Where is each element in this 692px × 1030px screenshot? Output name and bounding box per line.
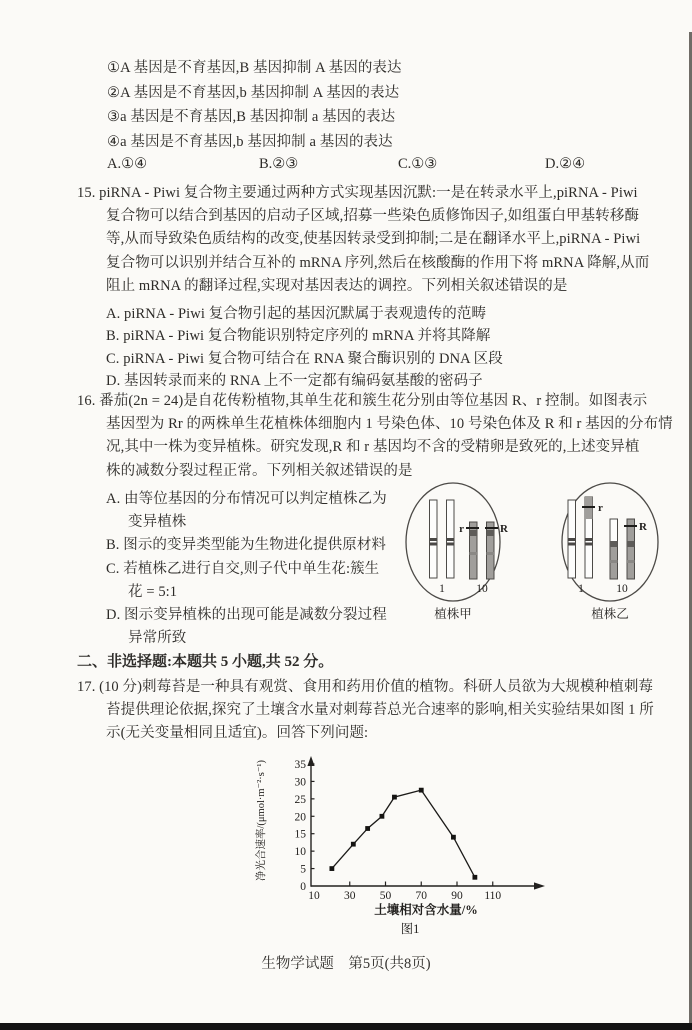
q16-stem-line: 基因型为 Rr 的两株单生花植株体细胞内 1 号染色体、10 号染色体及 R 和 r 基因的分布情 (106, 416, 673, 433)
q15-option-a: A. piRNA - Piwi 复合物引起的基因沉默属于表观遗传的范畴 (106, 306, 487, 322)
q16-options (106, 488, 406, 650)
q17-stem (77, 676, 654, 746)
q16-option-a-cont: 变异植株 (128, 514, 187, 531)
q15-options (106, 303, 503, 393)
q14-choice-a: A.①④ (107, 156, 148, 172)
svg-text:25: 25 (294, 793, 306, 806)
chromosome-diagram (398, 478, 660, 624)
plant-a-caption: 植株甲 (434, 607, 472, 621)
q16-option-b: B. 图示的变异类型能为生物进化提供原材料 (106, 537, 387, 554)
q15-stem-line: 复合物可以识别并结合互补的 mRNA 序列,然后在核酸酶的作用下将 mRNA 降解,从而 (106, 254, 650, 271)
svg-text:图1: 图1 (400, 922, 420, 936)
q15-option-c: C. piRNA - Piwi 复合物可结合在 RNA 聚合酶识别的 DNA 区段 (106, 350, 503, 367)
q15-stem-line: 等,从而导致染色质结构的改变,使基因转录受到抑制;二是在翻译水平上,piRNA - Piwi (106, 231, 641, 248)
q15-option-d: D. 基因转录而来的 RNA 上不一定都有编码氨基酸的密码子 (106, 373, 483, 390)
q16-option-d-cont: 异常所致 (128, 630, 187, 647)
plant-b-cell (562, 483, 658, 601)
gene-r-label: r (459, 523, 464, 535)
svg-text:50: 50 (379, 890, 392, 902)
gene-r-label: r (598, 502, 603, 514)
plant-b-caption: 植株乙 (591, 607, 629, 621)
q14-choice-b: B.②③ (259, 156, 299, 172)
q14-statement-1: ①A 基因是不育基因,B 基因抑制 A 基因的表达 (107, 60, 402, 76)
q14-choice-c: C.①③ (398, 156, 438, 172)
svg-text:0: 0 (300, 881, 306, 893)
gene-R-label: R (639, 521, 647, 533)
q17-stem-line: 17. (10 分)刺莓苔是一种具有观赏、食用和药用价值的植物。科研人员欲为大规模种植刺莓 (77, 679, 654, 695)
svg-text:110: 110 (484, 890, 502, 902)
q14-statement-list (107, 56, 402, 154)
svg-text:土壤相对含水量/%: 土壤相对含水量/% (374, 903, 478, 917)
svg-text:10: 10 (294, 846, 306, 859)
svg-text:90: 90 (451, 890, 463, 902)
q15-stem (77, 182, 649, 298)
q14-statement-2: ②A 基因是不育基因,b 基因抑制 A 基因的表达 (107, 84, 400, 101)
gene-R-label: R (500, 523, 508, 535)
q15-option-b: B. piRNA - Piwi 复合物能识别特定序列的 mRNA 并将其降解 (106, 328, 491, 345)
svg-text:净光合速率/(μmol·m⁻²·s⁻¹): 净光合速率/(μmol·m⁻²·s⁻¹) (256, 759, 267, 881)
q14-statement-3: ③a 基因是不育基因,B 基因抑制 a 基因的表达 (107, 109, 396, 126)
page-footer: 生物学试题 第5页(共8页) (261, 956, 431, 972)
svg-text:70: 70 (415, 890, 427, 902)
chr1-number: 1 (578, 583, 584, 595)
q17-stem-line: 示(无关变量相同且适宜)。回答下列问题: (106, 725, 369, 742)
q14-statement-4: ④a 基因是不育基因,b 基因抑制 a 基因的表达 (107, 133, 393, 150)
svg-text:5: 5 (300, 863, 306, 876)
q16-option-a: A. 由等位基因的分布情况可以判定植株乙为 (106, 491, 387, 507)
q16-option-c: C. 若植株乙进行自交,则子代中单生花:簇生 (106, 560, 380, 577)
scan-bottom-bar (0, 1023, 692, 1030)
chr10-number: 10 (616, 583, 628, 595)
q16-option-d: D. 图示变异植株的出现可能是减数分裂过程 (106, 607, 387, 624)
svg-text:35: 35 (294, 759, 306, 772)
photosynthesis-line-chart (248, 750, 548, 940)
svg-text:30: 30 (344, 890, 356, 902)
svg-text:15: 15 (294, 828, 306, 841)
q15-stem-line: 阻止 mRNA 的翻译过程,实现对基因表达的调控。下列相关叙述错误的是 (106, 277, 568, 294)
chr1-number: 1 (439, 583, 445, 595)
q17-stem-line: 苔提供理论依据,探究了土壤含水量对刺莓苔总光合速率的影响,相关实验结果如图 1 所 (106, 702, 654, 719)
q16-stem-line: 株的减数分裂过程正常。下列相关叙述错误的是 (106, 462, 413, 479)
svg-text:10: 10 (308, 890, 320, 902)
q16-stem-line: 况,其中一株为变异植株。研究发现,R 和 r 基因均不含的受精卵是致死的,上述变异植 (106, 439, 640, 456)
q16-option-c-cont: 花 = 5:1 (128, 583, 178, 600)
plant-a-cell (406, 483, 509, 601)
q15-stem-line: 15. piRNA - Piwi 复合物主要通过两种方式实现基因沉默:一是在转录水平上,piRNA - Piwi (77, 185, 638, 201)
svg-text:20: 20 (294, 811, 306, 824)
q16-stem (77, 390, 673, 483)
section-2-heading: 二、非选择题:本题共 5 小题,共 52 分。 (77, 654, 334, 670)
q14-choice-d: D.②④ (545, 156, 586, 172)
svg-text:30: 30 (294, 776, 306, 789)
chr10-number: 10 (476, 583, 488, 595)
q15-stem-line: 复合物可以结合到基因的启动子区域,招募一些染色质修饰因子,如组蛋白甲基转移酶 (106, 208, 640, 225)
q14-choices-row (107, 156, 653, 178)
q16-stem-line: 16. 番茄(2n = 24)是自花传粉植物,其单生花和簇生花分别由等位基因 R、r 控制。如图表示 (77, 393, 648, 409)
